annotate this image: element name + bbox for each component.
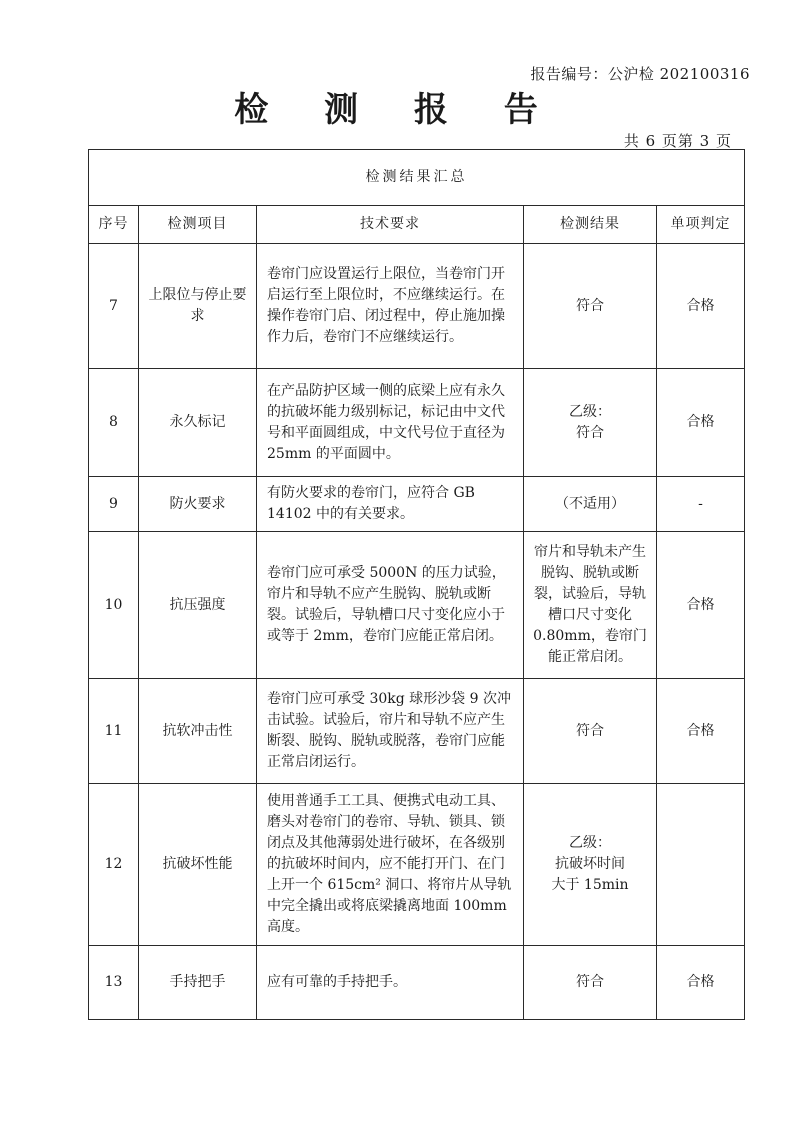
row-requirement: 卷帘门应设置运行上限位，当卷帘门开启运行至上限位时，不应继续运行。在操作卷帘门启、闭过程中，停止施加操作力后，卷帘门不应继续运行。 [257, 244, 524, 369]
row-verdict: 合格 [657, 369, 745, 477]
table-row [89, 784, 745, 946]
header-row [89, 206, 745, 244]
row-verdict [657, 784, 745, 946]
row-no: 8 [89, 369, 139, 477]
column-header-result: 检测结果 [524, 206, 657, 244]
row-no: 13 [89, 946, 139, 1020]
row-requirement: 有防火要求的卷帘门，应符合 GB 14102 中的有关要求。 [257, 477, 524, 532]
row-requirement: 在产品防护区域一侧的底梁上应有永久的抗破坏能力级别标记，标记由中文代号和平面圆组成，中文代号位于直径为 25mm 的平面圆中。 [257, 369, 524, 477]
row-verdict: 合格 [657, 679, 745, 784]
table-row [89, 946, 745, 1020]
row-item: 抗压强度 [139, 532, 257, 679]
column-header-no: 序号 [89, 206, 139, 244]
page-info: 共 6 页第 3 页 [623, 132, 732, 150]
table-caption: 检测结果汇总 [89, 150, 745, 206]
row-result: 乙级： 抗破坏时间 大于 15min [524, 784, 657, 946]
row-result: 符合 [524, 946, 657, 1020]
row-item: 防火要求 [139, 477, 257, 532]
table-row [89, 532, 745, 679]
row-result: （不适用） [524, 477, 657, 532]
row-verdict: 合格 [657, 946, 745, 1020]
row-item: 抗破坏性能 [139, 784, 257, 946]
table-row [89, 477, 745, 532]
column-header-verdict: 单项判定 [657, 206, 745, 244]
row-item: 抗软冲击性 [139, 679, 257, 784]
document-title: 检 测 报 告 [234, 90, 560, 130]
column-header-item: 检测项目 [139, 206, 257, 244]
row-no: 11 [89, 679, 139, 784]
report-number: 报告编号：公沪检 202100316 [530, 65, 750, 83]
row-result: 乙级： 符合 [524, 369, 657, 477]
row-no: 10 [89, 532, 139, 679]
row-item: 手持把手 [139, 946, 257, 1020]
row-no: 9 [89, 477, 139, 532]
row-requirement: 卷帘门应可承受 30kg 球形沙袋 9 次冲击试验。试验后，帘片和导轨不应产生断裂、脱钩、脱轨或脱落，卷帘门应能正常启闭运行。 [257, 679, 524, 784]
row-verdict: 合格 [657, 532, 745, 679]
row-verdict: 合格 [657, 244, 745, 369]
results-table [88, 149, 745, 1020]
row-item: 上限位与停止要求 [139, 244, 257, 369]
column-header-requirement: 技术要求 [257, 206, 524, 244]
row-no: 12 [89, 784, 139, 946]
row-requirement: 应有可靠的手持把手。 [257, 946, 524, 1020]
row-requirement: 使用普通手工工具、便携式电动工具、磨头对卷帘门的卷帘、导轨、锁具、锁闭点及其他薄弱处进行破坏，在各级别的抗破坏时间内，应不能打开门、在门上开一个 615cm² 洞口、将帘片从导轨中完全撬出或将底梁撬离地面 100mm 高度。 [257, 784, 524, 946]
row-no: 7 [89, 244, 139, 369]
table-row [89, 679, 745, 784]
row-result: 符合 [524, 679, 657, 784]
table-row [89, 244, 745, 369]
row-result: 帘片和导轨未产生脱钩、脱轨或断裂，试验后，导轨槽口尺寸变化 0.80mm，卷帘门能正常启闭。 [524, 532, 657, 679]
row-verdict: - [657, 477, 745, 532]
row-result: 符合 [524, 244, 657, 369]
row-requirement: 卷帘门应可承受 5000N 的压力试验，帘片和导轨不应产生脱钩、脱轨或断裂。试验后，导轨槽口尺寸变化应小于或等于 2mm，卷帘门应能正常启闭。 [257, 532, 524, 679]
table-row [89, 369, 745, 477]
caption-row [89, 150, 745, 206]
row-item: 永久标记 [139, 369, 257, 477]
